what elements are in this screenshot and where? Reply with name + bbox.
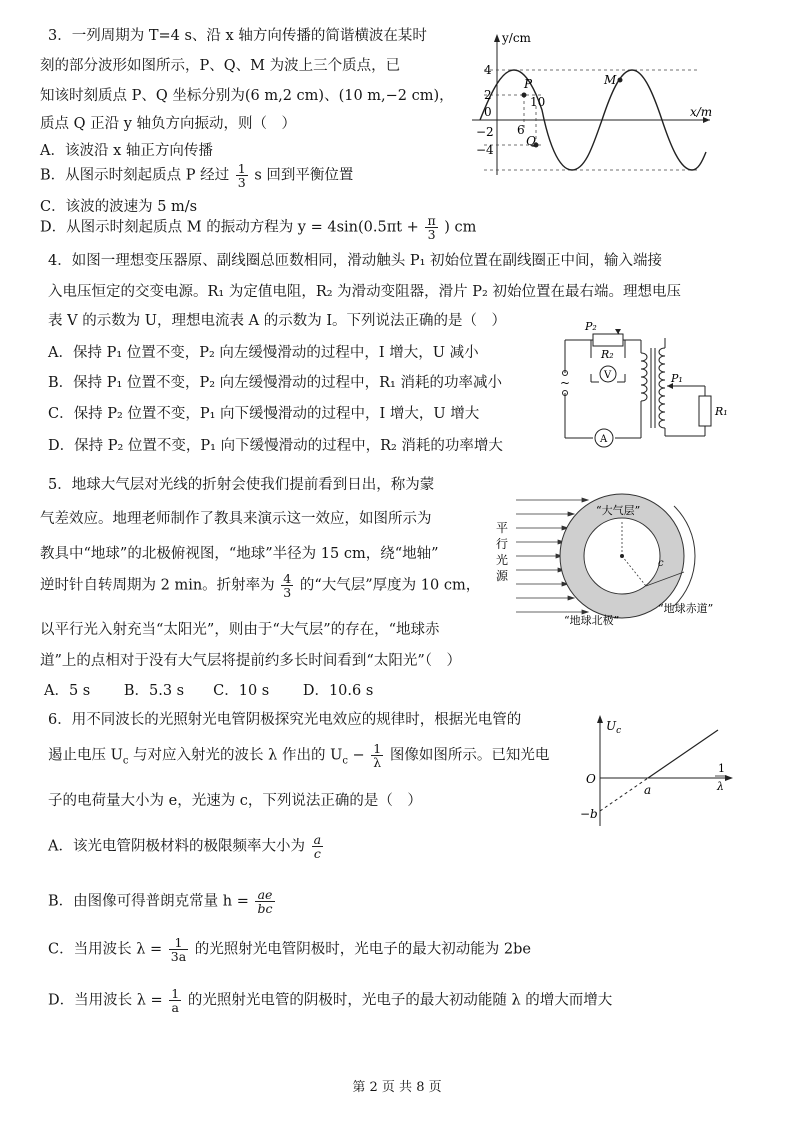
q5-stem-line2: 气差效应。地理老师制作了教具来演示这一效应，如图所示为 (40, 511, 432, 527)
q6-stem-line1: 6．用不同波长的光照射光电管阴极探究光电效应的规律时，根据光电管的 (48, 712, 522, 728)
q4-option-b: B．保持 P₁ 位置不变，P₂ 向左缓慢滑动的过程中，R₁ 消耗的功率减小 (48, 375, 502, 391)
label-m: M (604, 73, 617, 87)
q4-option-c: C．保持 P₂ 位置不变，P₁ 向下缓慢滑动的过程中，I 增大，U 增大 (48, 406, 480, 422)
q6-option-b (48, 888, 277, 924)
q4-stem-line2: 入电压恒定的交变电源。R₁ 为定值电阻，R₂ 为滑动变阻器，滑片 P₂ 初始位置在最右端。理想电压 (48, 284, 681, 300)
q3-option-b-text: B．从图示时刻起质点 P 经过 (40, 167, 230, 184)
point-p (522, 93, 527, 98)
q6-graph-figure (578, 710, 738, 830)
tick-x-10: 10 (530, 95, 546, 109)
q3-option-b-text-end: s 回到平衡位置 (254, 167, 354, 184)
q6-line2-fraction: $\frac{1}{\lambda}$ (373, 741, 382, 770)
q5-line4-text-end: 的“大气层”厚度为 10 cm， (299, 577, 481, 594)
q3-stem-line2: 刻的部分波形如图所示，P、Q、M 为波上三个质点，已 (40, 58, 401, 74)
q3-option-b-fraction: $\frac{1}{3}$ (237, 161, 246, 190)
tick-2: 2 (484, 88, 492, 102)
q6-option-c-text: C．当用波长 λ = (48, 941, 163, 958)
x-axis-label: x/m (690, 105, 713, 119)
tick-minus-2: −2 (476, 125, 494, 139)
q5-options: A．5 s B．5.3 s C．10 s D．10.6 s (44, 683, 374, 699)
q6-option-a (48, 833, 325, 869)
inv-lambda-numerator: 1 (718, 762, 725, 775)
tick-minus-4: −4 (476, 143, 494, 157)
q3-option-d (40, 214, 476, 248)
r1-resistor (699, 396, 711, 426)
q5-refractive-index-fraction: $\frac{4}{3}$ (283, 571, 292, 600)
r2-resistor (593, 334, 623, 346)
uc-line (648, 730, 718, 778)
q4-circuit-figure (555, 318, 735, 448)
intercept-a-label: a (644, 783, 652, 797)
tick-4: 4 (484, 63, 492, 77)
q6-option-b-text: B．由图像可得普朗克常量 h = (48, 893, 249, 910)
q3-stem-line3: 知该时刻质点 P、Q 坐标分别为(6 m,2 cm)、(10 m,−2 cm)， (40, 88, 454, 104)
q3-stem-line1: 3．一列周期为 T=4 s、沿 x 轴方向传播的简谐横波在某时 (48, 28, 427, 44)
ammeter-label: A (600, 434, 608, 445)
q3-stem-line4: 质点 Q 正沿 y 轴负方向振动，则（ ） (40, 116, 297, 132)
q6-line2-sub1: c (122, 755, 129, 767)
q6-option-d-fraction: $\frac{1}{a}$ (171, 986, 180, 1015)
q6-line2-sub2: c (342, 755, 348, 767)
p2-label: P₂ (585, 320, 597, 333)
q6-option-d-text: D．当用波长 λ = (48, 992, 163, 1009)
y-axis-label: y/cm (502, 31, 531, 45)
light-source-label-4: 源 (496, 569, 509, 583)
q6-option-d-text-end: 的光照射光电管的阴极时，光电子的最大初动能随 λ 的增大而增大 (187, 992, 613, 1009)
uc-axis-label: $U_c$ (606, 719, 622, 736)
inv-lambda-denominator: λ (717, 780, 724, 793)
point-m (618, 78, 623, 83)
q6-option-d (48, 987, 612, 1023)
p2-slider-arrow (615, 329, 621, 334)
q6-line2-minus: − (347, 747, 365, 764)
y-axis-arrow (494, 34, 500, 42)
q4-option-a: A．保持 P₁ 位置不变，P₂ 向左缓慢滑动的过程中，I 增大，U 减小 (48, 345, 479, 361)
tick-x-6: 6 (517, 123, 525, 137)
tick-0: 0 (484, 105, 492, 119)
q5-stem-line3: 教具中“地球”的北极俯视图，“地球”半径为 15 cm，绕“地轴” (40, 546, 439, 562)
q6-option-a-text: A．该光电管阴极材料的极限频率大小为 (48, 838, 305, 855)
q6-line2-text-mid: 与对应入射光的波长 λ 作出的 U (128, 747, 343, 764)
light-source-label-1: 平 (496, 521, 509, 535)
origin-label: O (586, 772, 596, 786)
q3-option-d-text-end: ) cm (444, 219, 477, 236)
q6-stem-line2 (48, 742, 549, 778)
q4-stem-line1: 4．如图一理想变压器原、副线圈总匝数相同，滑动触头 P₁ 初始位置在副线圈正中间，输入端接 (48, 253, 663, 269)
q6-line2-text: 遏止电压 U (48, 747, 123, 764)
q6-option-c-fraction: $\frac{1}{3a}$ (170, 935, 187, 964)
label-p: P (524, 77, 533, 91)
q5-stem-line5: 以平行光入射充当“太阳光”，则由于“大气层”的存在，“地球赤 (40, 622, 440, 638)
atmosphere-label: “大气层” (596, 504, 641, 517)
voltmeter-label: V (604, 370, 612, 381)
q6-stem-line3: 子的电荷量大小为 e，光速为 c，下列说法正确的是（ ） (48, 793, 422, 809)
q3-option-c: C．该波的波速为 5 m/s (40, 199, 198, 215)
intercept-b-label: −b (580, 807, 598, 821)
extrapolation-line (600, 778, 648, 811)
r1-label: R₁ (715, 405, 728, 418)
angle-c-label: c (658, 558, 664, 569)
q4-option-d: D．保持 P₂ 位置不变，P₁ 向下缓慢滑动的过程中，R₂ 消耗的功率增大 (48, 438, 503, 454)
equator-label: “地球赤道” (658, 602, 714, 615)
q6-option-c (48, 936, 531, 972)
light-source-label-3: 光 (496, 553, 509, 567)
q5-earth-figure (488, 488, 728, 628)
q6-option-a-fraction: $\frac{a}{c}$ (313, 832, 322, 861)
q3-option-d-fraction: $\frac{\pi}{3}$ (427, 213, 436, 242)
north-pole-dot (620, 554, 624, 558)
ac-source-symbol: ~ (560, 376, 571, 390)
q6-line2-text-end: 图像如图所示。已知光电 (389, 747, 550, 764)
q5-line4-text: 逆时针自转周期为 2 min。折射率为 (40, 577, 275, 594)
r2-label: R₂ (601, 348, 614, 361)
q4-stem-line3: 表 V 的示数为 U，理想电流表 A 的示数为 I。下列说法正确的是（ ） (48, 313, 507, 329)
q5-stem-line6: 道”上的点相对于没有大气层将提前约多长时间看到“太阳光”（ ） (40, 653, 461, 669)
q3-wave-figure (462, 30, 722, 180)
q3-option-b (40, 162, 353, 196)
q5-stem-line4 (40, 572, 480, 608)
p1-label: P₁ (671, 372, 683, 385)
q3-option-a: A．该波沿 x 轴正方向传播 (40, 143, 213, 159)
q6-option-b-fraction: $\frac{ae}{bc}$ (257, 887, 273, 916)
light-source-label-2: 行 (496, 537, 509, 551)
q5-stem-line1: 5．地球大气层对光线的折射会使我们提前看到日出，称为蒙 (48, 477, 435, 493)
q3-option-d-text: D．从图示时刻起质点 M 的振动方程为 y = 4sin(0.5πt + (40, 219, 419, 236)
page-footer: 第 2 页 共 8 页 (352, 1080, 442, 1095)
q6-option-c-text-end: 的光照射光电管阴极时，光电子的最大初动能为 2be (194, 941, 531, 958)
north-pole-label: “地球北极” (564, 614, 620, 627)
label-q: Q (526, 134, 536, 148)
